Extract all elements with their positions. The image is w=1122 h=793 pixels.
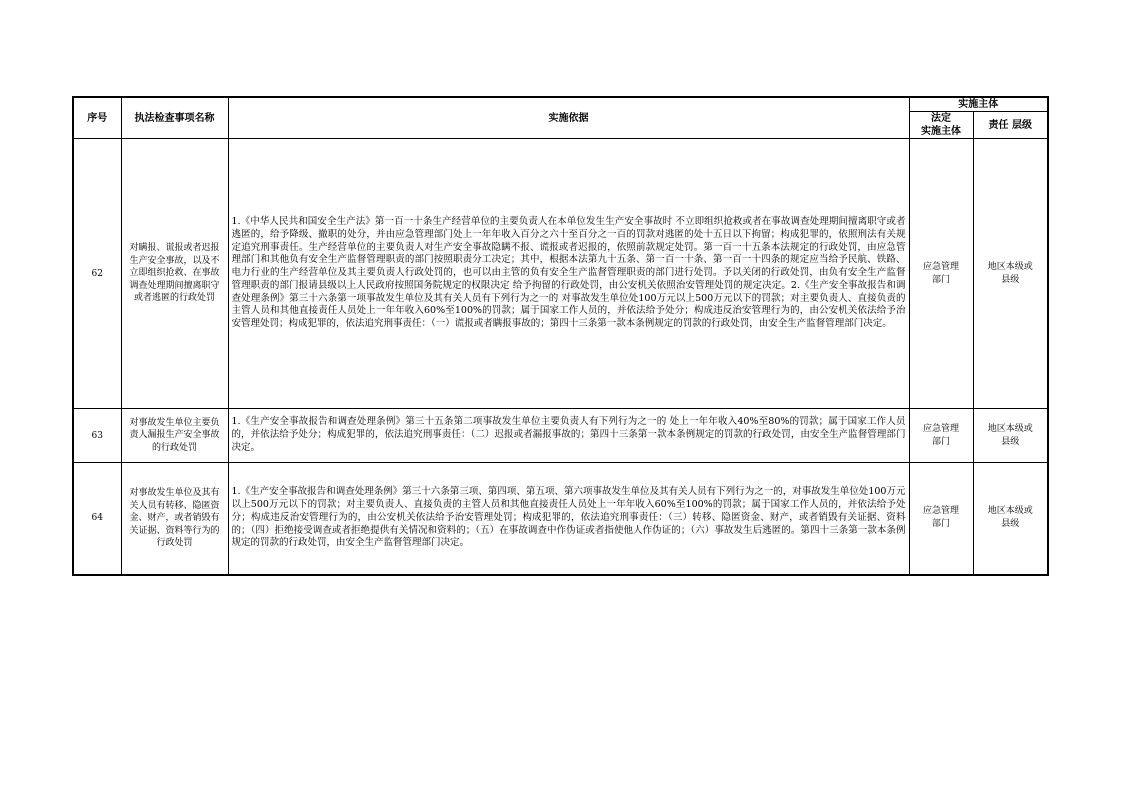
table-row (73, 409, 1048, 463)
table-header (73, 97, 1048, 139)
legal-subject: 应急管理部门 (909, 463, 973, 575)
row-number: 64 (73, 463, 121, 575)
header-basis: 实施依据 (228, 97, 909, 139)
legal-basis: 1.《生产安全事故报告和调查处理条例》第三十五条第二项事故发生单位主要负责人有下列行为之一的 处上一年年收入40%至80%的罚款；属于国家工作人员的，并依法给予处分；构成犯罪的，依法追究刑事责任：（二）迟报或者漏报事故的；第四十三条第一款本条例规定的罚款的行政处罚，由安全生产监督管理部门决定。 (228, 409, 909, 463)
responsibility-level: 地区本级或县级 (973, 463, 1048, 575)
item-name: 对瞒报、谎报或者迟报生产安全事故，以及不立即组织抢救、在事故调查处理期间擅离职守或者逃匿的行政处罚 (121, 139, 228, 409)
item-name: 对事故发生单位主要负责人漏报生产安全事故的行政处罚 (121, 409, 228, 463)
header-no: 序号 (73, 97, 121, 139)
header-implementing-subject: 实施主体 (909, 97, 1048, 112)
legal-basis: 1.《中华人民共和国安全生产法》第一百一十条生产经营单位的主要负责人在本单位发生生产安全事故时 不立即组织抢救或者在事故调查处理期间擅离职守或者逃匿的，给予降级、撤职的处分，并由应急管理部门处上一年年收入百分之六十至百分之一百的罚款对逃匿的处十五日以下拘留；构成犯罪的，依照刑法有关规定追究刑事责任。生产经营单位的主要负责人对生产安全事故隐瞒不报、谎报或者迟报的，依照前款规定处罚。第一百一十五条本法规定的行政处罚，由应急管理部门和其他负有安全生产监督管理职责的部门按照职责分工决定；其中，根据本法第九十五条、第一百一十条、第一百一十四条的规定应当给予民航、铁路、电力行业的生产经营单位及其主要负责人行政处罚的，也可以由主管的负有安全生产监督管理职责的部门进行处罚。予以关闭的行政处罚，由负有安全生产监督管理职责的部门报请县级以上人民政府按照国务院规定的权限决定 给予拘留的行政处罚，由公安机关依照治安管理处罚的规定决定。2.《生产安全事故报告和调查处理条例》第三十六条第一项事故发生单位及其有关人员有下列行为之一的 对事故发生单位处100万元以上500万元以下的罚款；对主要负责人、直接负责的主管人员和其他直接责任人员处上一年年收入60%至100%的罚款；属于国家工作人员的，并依法给予处分；构成违反治安管理行为的，由公安机关依法给予治安管理处罚；构成犯罪的，依法追究刑事责任：（一）谎报或者瞒报事故的；第四十三条第一款本条例规定的罚款的行政处罚，由安全生产监督管理部门决定。 (228, 139, 909, 409)
row-number: 62 (73, 139, 121, 409)
legal-basis: 1.《生产安全事故报告和调查处理条例》第三十六条第三项、第四项、第五项、第六项事故发生单位及其有关人员有下列行为之一的，对事故发生单位处100万元以上500万元以下的罚款；对主要负责人、直接负责的主管人员和其他直接责任人员处上一年年收入60%至100%的罚款；属于国家工作人员的，并依法给予处分；构成违反治安管理行为的，由公安机关依法给予治安管理处罚；构成犯罪的，依法追究刑事责任：（三）转移、隐匿资金、财产，或者销毁有关证据、资料的；（四）拒绝接受调查或者拒绝提供有关情况和资料的；（五）在事故调查中作伪证或者指使他人作伪证的；（六）事故发生后逃匿的。第四十三条第一款本条例规定的罚款的行政处罚，由安全生产监督管理部门决定。 (228, 463, 909, 575)
table-row (73, 139, 1048, 409)
responsibility-level: 地区本级或县级 (973, 139, 1048, 409)
header-responsibility-level: 责任 层级 (973, 112, 1048, 139)
header-item-name: 执法检查事项名称 (121, 97, 228, 139)
table-row (73, 463, 1048, 575)
header-legal-subject: 法定 实施主体 (909, 112, 973, 139)
enforcement-table (72, 96, 1049, 576)
item-name: 对事故发生单位及其有关人员有转移、隐匿资金、财产，或者销毁有关证据、资料等行为的行政处罚 (121, 463, 228, 575)
legal-subject: 应急管理部门 (909, 139, 973, 409)
legal-subject: 应急管理部门 (909, 409, 973, 463)
row-number: 63 (73, 409, 121, 463)
responsibility-level: 地区本级或县级 (973, 409, 1048, 463)
